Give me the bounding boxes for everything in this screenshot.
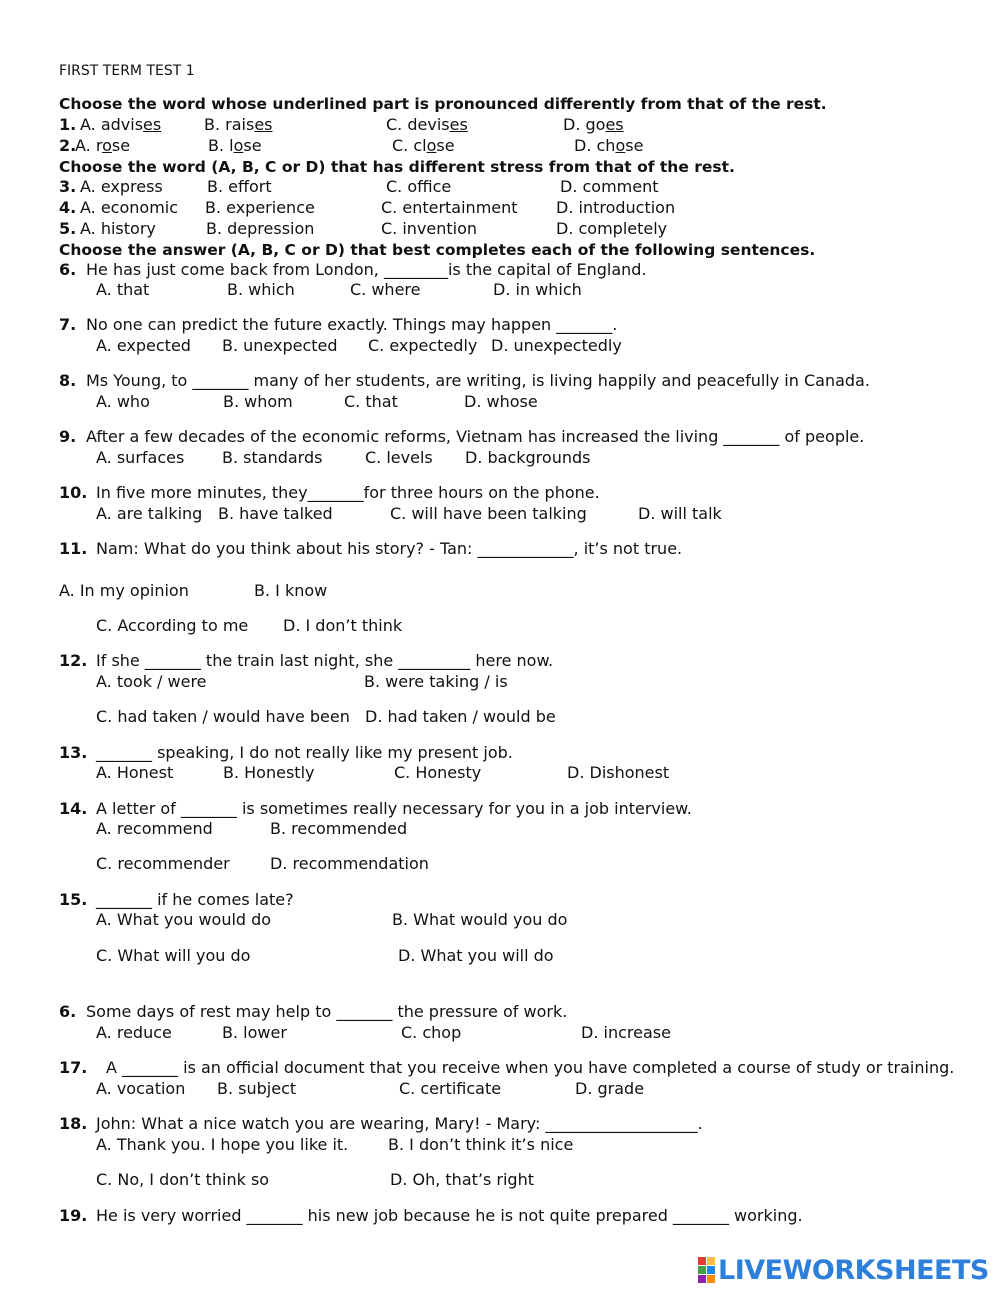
option-d[interactable]: D. increase bbox=[581, 1023, 671, 1042]
option-c: C. office bbox=[386, 177, 452, 196]
question-text: Ms Young, to _______ many of her students, are writing, is living happily and peacefully in Canada. bbox=[86, 371, 870, 390]
option-b[interactable]: B. have talked bbox=[218, 504, 333, 523]
option-b[interactable]: B. Honestly bbox=[223, 763, 315, 782]
option-d: D. goes bbox=[563, 115, 624, 134]
option-c[interactable]: C. levels bbox=[365, 448, 433, 467]
question-number: 12. bbox=[59, 651, 88, 670]
question-number: 3. bbox=[59, 177, 77, 196]
option-d[interactable]: D. will talk bbox=[638, 504, 722, 523]
option-b: B. effort bbox=[207, 177, 272, 196]
question-text: No one can predict the future exactly. Things may happen _______. bbox=[86, 315, 618, 334]
question-text: A letter of _______ is sometimes really necessary for you in a job interview. bbox=[96, 799, 692, 818]
option-b[interactable]: B. whom bbox=[223, 392, 293, 411]
option-c[interactable]: C. chop bbox=[401, 1023, 462, 1042]
question-text: _______ if he comes late? bbox=[96, 890, 294, 909]
option-c[interactable]: C. What will you do bbox=[96, 946, 251, 965]
option-d[interactable]: D. recommendation bbox=[270, 854, 429, 873]
option-c: C. entertainment bbox=[381, 198, 518, 217]
option-d[interactable]: D. backgrounds bbox=[465, 448, 591, 467]
logo-grid-icon bbox=[698, 1257, 715, 1283]
option-a: A. advises bbox=[80, 115, 162, 134]
option-a[interactable]: A. In my opinion bbox=[59, 581, 189, 600]
option-b[interactable]: B. were taking / is bbox=[364, 672, 508, 691]
option-c[interactable]: C. certificate bbox=[399, 1079, 502, 1098]
option-c: C. invention bbox=[381, 219, 478, 238]
question-text: A _______ is an official document that you receive when you have completed a course of study or training. bbox=[106, 1058, 955, 1077]
question-text: In five more minutes, they_______for three hours on the phone. bbox=[96, 483, 600, 502]
option-c: C. devises bbox=[386, 115, 468, 134]
option-d: D. comment bbox=[560, 177, 659, 196]
option-d: D. completely bbox=[556, 219, 668, 238]
question-text: Some days of rest may help to _______ the pressure of work. bbox=[86, 1002, 568, 1021]
option-d[interactable]: D. What you will do bbox=[398, 946, 554, 965]
option-c[interactable]: C. According to me bbox=[96, 616, 249, 635]
question-text: If she _______ the train last night, she _________ here now. bbox=[96, 651, 554, 670]
option-a: A. express bbox=[80, 177, 163, 196]
option-c[interactable]: C. had taken / would have been bbox=[96, 707, 350, 726]
question-number: 8. bbox=[59, 371, 77, 390]
option-c[interactable]: C. expectedly bbox=[368, 336, 478, 355]
option-b[interactable]: B. which bbox=[227, 280, 295, 299]
option-d[interactable]: D. in which bbox=[493, 280, 582, 299]
option-a[interactable]: A. are talking bbox=[96, 504, 203, 523]
option-b[interactable]: B. I know bbox=[254, 581, 328, 600]
option-a[interactable]: A. Thank you. I hope you like it. bbox=[96, 1135, 349, 1154]
option-a[interactable]: A. that bbox=[96, 280, 150, 299]
option-c[interactable]: C. will have been talking bbox=[390, 504, 587, 523]
question-number: 5. bbox=[59, 219, 77, 238]
logo-text: LIVEWORKSHEETS bbox=[718, 1254, 989, 1286]
option-c[interactable]: C. recommender bbox=[96, 854, 230, 873]
question-number: 14. bbox=[59, 799, 88, 818]
question-text: After a few decades of the economic reforms, Vietnam has increased the living _______ of people. bbox=[86, 427, 865, 446]
question-text: _______ speaking, I do not really like my present job. bbox=[96, 743, 513, 762]
question-number: 11. bbox=[59, 539, 88, 558]
option-a[interactable]: A. expected bbox=[96, 336, 191, 355]
option-a: A. rose bbox=[75, 136, 131, 155]
option-b: B. lose bbox=[208, 136, 262, 155]
question-number: 10. bbox=[59, 483, 88, 502]
instruction-completion: Choose the answer (A, B, C or D) that best completes each of the following sentences. bbox=[59, 241, 816, 259]
instruction-stress: Choose the word (A, B, C or D) that has different stress from that of the rest. bbox=[59, 158, 735, 176]
question-number: 6. bbox=[59, 260, 77, 279]
option-a[interactable]: A. What you would do bbox=[96, 910, 272, 929]
option-a[interactable]: A. took / were bbox=[96, 672, 207, 691]
question-number: 9. bbox=[59, 427, 77, 446]
question-number: 17. bbox=[59, 1058, 88, 1077]
question-text: He is very worried _______ his new job because he is not quite prepared _______ working. bbox=[96, 1206, 803, 1225]
option-b: B. raises bbox=[204, 115, 273, 134]
option-b[interactable]: B. subject bbox=[217, 1079, 297, 1098]
option-b[interactable]: B. standards bbox=[222, 448, 323, 467]
question-text: He has just come back from London, ________is the capital of England. bbox=[86, 260, 647, 279]
option-a[interactable]: A. surfaces bbox=[96, 448, 185, 467]
option-c[interactable]: C. that bbox=[344, 392, 398, 411]
option-d[interactable]: D. whose bbox=[464, 392, 538, 411]
option-d[interactable]: D. Oh, that’s right bbox=[390, 1170, 534, 1189]
question-number: 6. bbox=[59, 1002, 77, 1021]
question-number: 13. bbox=[59, 743, 88, 762]
option-b: B. experience bbox=[205, 198, 315, 217]
option-a: A. economic bbox=[80, 198, 179, 217]
option-a[interactable]: A. who bbox=[96, 392, 150, 411]
option-a: A. history bbox=[80, 219, 156, 238]
option-d[interactable]: D. grade bbox=[575, 1079, 645, 1098]
option-d[interactable]: D. I don’t think bbox=[283, 616, 403, 635]
option-d[interactable]: D. had taken / would be bbox=[365, 707, 556, 726]
question-number: 15. bbox=[59, 890, 88, 909]
question-number: 1. bbox=[59, 115, 77, 134]
question-number: 2. bbox=[59, 136, 77, 155]
option-c[interactable]: C. Honesty bbox=[394, 763, 482, 782]
option-d[interactable]: D. Dishonest bbox=[567, 763, 670, 782]
option-d: D. chose bbox=[574, 136, 644, 155]
test-title: FIRST TERM TEST 1 bbox=[59, 63, 195, 79]
option-b[interactable]: B. recommended bbox=[270, 819, 408, 838]
option-a[interactable]: A. reduce bbox=[96, 1023, 172, 1042]
liveworksheets-logo bbox=[698, 1256, 989, 1284]
option-a[interactable]: A. Honest bbox=[96, 763, 174, 782]
question-number: 18. bbox=[59, 1114, 88, 1133]
option-a[interactable]: A. vocation bbox=[96, 1079, 186, 1098]
option-b[interactable]: B. lower bbox=[222, 1023, 287, 1042]
option-c[interactable]: C. where bbox=[350, 280, 421, 299]
option-b[interactable]: B. What would you do bbox=[392, 910, 568, 929]
question-text: Nam: What do you think about his story? - Tan: ____________, it’s not true. bbox=[96, 539, 683, 558]
option-d[interactable]: D. unexpectedly bbox=[491, 336, 622, 355]
instruction-pronunciation: Choose the word whose underlined part is pronounced differently from that of the rest. bbox=[59, 95, 827, 113]
question-text: John: What a nice watch you are wearing, Mary! - Mary: ___________________. bbox=[96, 1114, 703, 1133]
option-b[interactable]: B. I don’t think it’s nice bbox=[388, 1135, 574, 1154]
option-b[interactable]: B. unexpected bbox=[222, 336, 338, 355]
option-c: C. close bbox=[392, 136, 455, 155]
option-d: D. introduction bbox=[556, 198, 676, 217]
question-number: 4. bbox=[59, 198, 77, 217]
question-number: 19. bbox=[59, 1206, 88, 1225]
option-a[interactable]: A. recommend bbox=[96, 819, 213, 838]
option-c[interactable]: C. No, I don’t think so bbox=[96, 1170, 270, 1189]
option-b: B. depression bbox=[206, 219, 315, 238]
question-number: 7. bbox=[59, 315, 77, 334]
